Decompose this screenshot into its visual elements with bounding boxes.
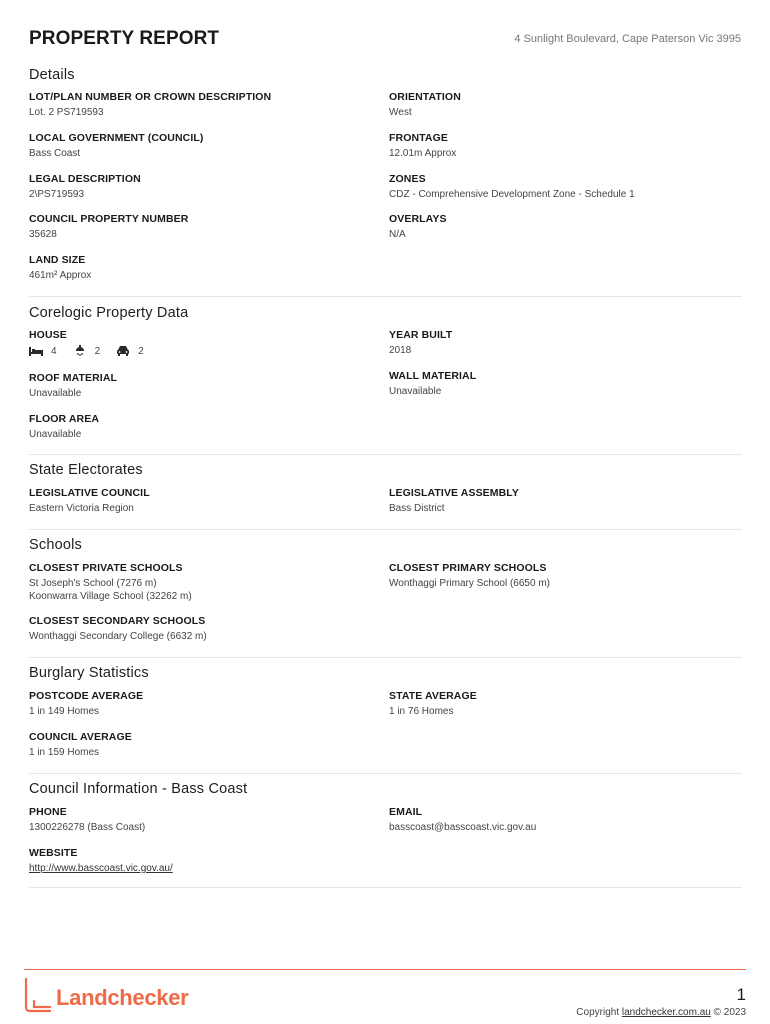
burglary-section: [29, 665, 742, 758]
landchecker-logo: [24, 977, 188, 1018]
private-school-item: St Joseph's School (7276 m): [29, 578, 157, 589]
bedroom-count: 4: [51, 345, 57, 357]
land-size-label: LAND SIZE: [29, 254, 86, 266]
council-property-number-field: [29, 213, 369, 241]
zones-label: ZONES: [389, 173, 426, 185]
corelogic-heading: Corelogic Property Data: [29, 305, 189, 321]
legislative-assembly-value: Bass District: [389, 503, 445, 514]
secondary-schools-field: [29, 615, 369, 643]
copyright-prefix: Copyright: [576, 1007, 622, 1018]
council-average-label: COUNCIL AVERAGE: [29, 731, 132, 743]
section-divider: [29, 773, 742, 774]
lot-plan-label: LOT/PLAN NUMBER OR CROWN DESCRIPTION: [29, 91, 272, 103]
state-average-label: STATE AVERAGE: [389, 690, 477, 702]
section-divider: [29, 657, 742, 658]
copyright: [576, 1007, 746, 1018]
primary-school-item: Wonthaggi Primary School (6650 m): [389, 578, 550, 589]
phone-label: PHONE: [29, 806, 67, 818]
logo-mark-icon: [24, 977, 52, 1018]
house-field: [29, 329, 369, 357]
council-average-field: [29, 731, 369, 759]
private-schools-label: CLOSEST PRIVATE SCHOOLS: [29, 562, 183, 574]
roof-material-field: [29, 372, 369, 400]
council-info-heading: Council Information - Bass Coast: [29, 781, 248, 797]
overlays-field: [389, 213, 729, 241]
bathroom-count: 2: [94, 345, 101, 357]
electorates-section: [29, 462, 742, 514]
car-space-count: 2: [138, 345, 144, 357]
legislative-assembly-label: LEGISLATIVE ASSEMBLY: [389, 487, 519, 499]
council-property-number-label: COUNCIL PROPERTY NUMBER: [29, 213, 189, 225]
page-number: 1: [736, 985, 746, 1004]
report-title: PROPERTY REPORT: [29, 28, 220, 49]
wall-material-value: Unavailable: [389, 386, 442, 397]
burglary-heading: Burglary Statistics: [29, 665, 149, 681]
roof-material-label: ROOF MATERIAL: [29, 372, 118, 384]
legal-description-value: 2\PS719593: [29, 189, 85, 200]
postcode-average-label: POSTCODE AVERAGE: [29, 690, 144, 702]
copyright-suffix: © 2023: [710, 1007, 746, 1018]
orientation-field: [389, 91, 729, 119]
land-size-field: [29, 254, 369, 282]
roof-material-value: Unavailable: [29, 388, 82, 399]
report-header: [29, 28, 741, 54]
bed-icon: [29, 345, 43, 357]
primary-schools-label: CLOSEST PRIMARY SCHOOLS: [389, 562, 547, 574]
email-field: [389, 806, 729, 834]
orientation-value: West: [389, 107, 412, 118]
secondary-school-item: Wonthaggi Secondary College (6632 m): [29, 631, 207, 642]
details-heading: Details: [29, 67, 75, 83]
electorates-heading: State Electorates: [29, 462, 143, 478]
section-divider: [29, 296, 742, 297]
zones-field: [389, 173, 729, 201]
orientation-label: ORIENTATION: [389, 91, 461, 103]
overlays-label: OVERLAYS: [389, 213, 447, 225]
zones-value: CDZ - Comprehensive Development Zone - Schedule 1: [389, 189, 635, 200]
section-divider: [29, 529, 742, 530]
frontage-value: 12.01m Approx: [389, 148, 457, 159]
legal-description-label: LEGAL DESCRIPTION: [29, 173, 141, 185]
wall-material-field: [389, 370, 729, 398]
council-field: [29, 132, 369, 160]
website-link[interactable]: http://www.basscoast.vic.gov.au/: [29, 863, 173, 874]
land-size-value: 461m² Approx: [29, 270, 92, 281]
floor-area-field: [29, 413, 369, 441]
secondary-schools-label: CLOSEST SECONDARY SCHOOLS: [29, 615, 206, 627]
section-divider: [29, 454, 742, 455]
car-icon: [116, 345, 130, 357]
private-schools-field: [29, 562, 369, 603]
state-average-field: [389, 690, 729, 718]
legal-description-field: [29, 173, 369, 201]
email-value: basscoast@basscoast.vic.gov.au: [389, 822, 537, 833]
phone-value: 1300226278 (Bass Coast): [29, 822, 146, 833]
primary-schools-field: [389, 562, 729, 590]
frontage-field: [389, 132, 729, 160]
logo-text: Landchecker: [56, 984, 189, 1010]
council-average-value: 1 in 159 Homes: [29, 747, 100, 758]
council-label: LOCAL GOVERNMENT (COUNCIL): [29, 132, 204, 144]
council-value: Bass Coast: [29, 148, 81, 159]
overlays-value: N/A: [389, 229, 406, 240]
council-property-number-value: 35628: [29, 229, 57, 240]
council-info-section: [29, 781, 742, 874]
year-built-label: YEAR BUILT: [389, 329, 453, 341]
house-features: [29, 345, 369, 357]
house-label: HOUSE: [29, 329, 67, 341]
phone-field: [29, 806, 369, 834]
website-field: [29, 847, 369, 875]
wall-material-label: WALL MATERIAL: [389, 370, 477, 382]
section-divider: [29, 887, 742, 888]
schools-heading: Schools: [29, 537, 82, 553]
legislative-council-field: [29, 487, 369, 515]
legislative-assembly-field: [389, 487, 729, 515]
legislative-council-label: LEGISLATIVE COUNCIL: [29, 487, 150, 499]
frontage-label: FRONTAGE: [389, 132, 448, 144]
copyright-link[interactable]: landchecker.com.au: [621, 1007, 711, 1018]
schools-section: [29, 537, 742, 642]
bath-icon: [73, 345, 87, 357]
private-school-item: Koonwarra Village School (32262 m): [29, 591, 192, 602]
lot-plan-value: Lot. 2 PS719593: [29, 107, 104, 118]
footer-divider: [24, 969, 746, 970]
corelogic-section: [29, 305, 742, 440]
website-label: WEBSITE: [29, 847, 78, 859]
email-label: EMAIL: [389, 806, 423, 818]
postcode-average-value: 1 in 149 Homes: [29, 706, 100, 717]
year-built-value: 2018: [389, 345, 412, 356]
legislative-council-value: Eastern Victoria Region: [29, 503, 134, 514]
lot-plan-field: [29, 91, 369, 119]
postcode-average-field: [29, 690, 369, 718]
state-average-value: 1 in 76 Homes: [389, 706, 454, 717]
floor-area-label: FLOOR AREA: [29, 413, 100, 425]
details-section: [29, 67, 742, 281]
year-built-field: [389, 329, 729, 357]
property-address: 4 Sunlight Boulevard, Cape Paterson Vic 3995: [514, 33, 741, 45]
floor-area-value: Unavailable: [29, 429, 82, 440]
